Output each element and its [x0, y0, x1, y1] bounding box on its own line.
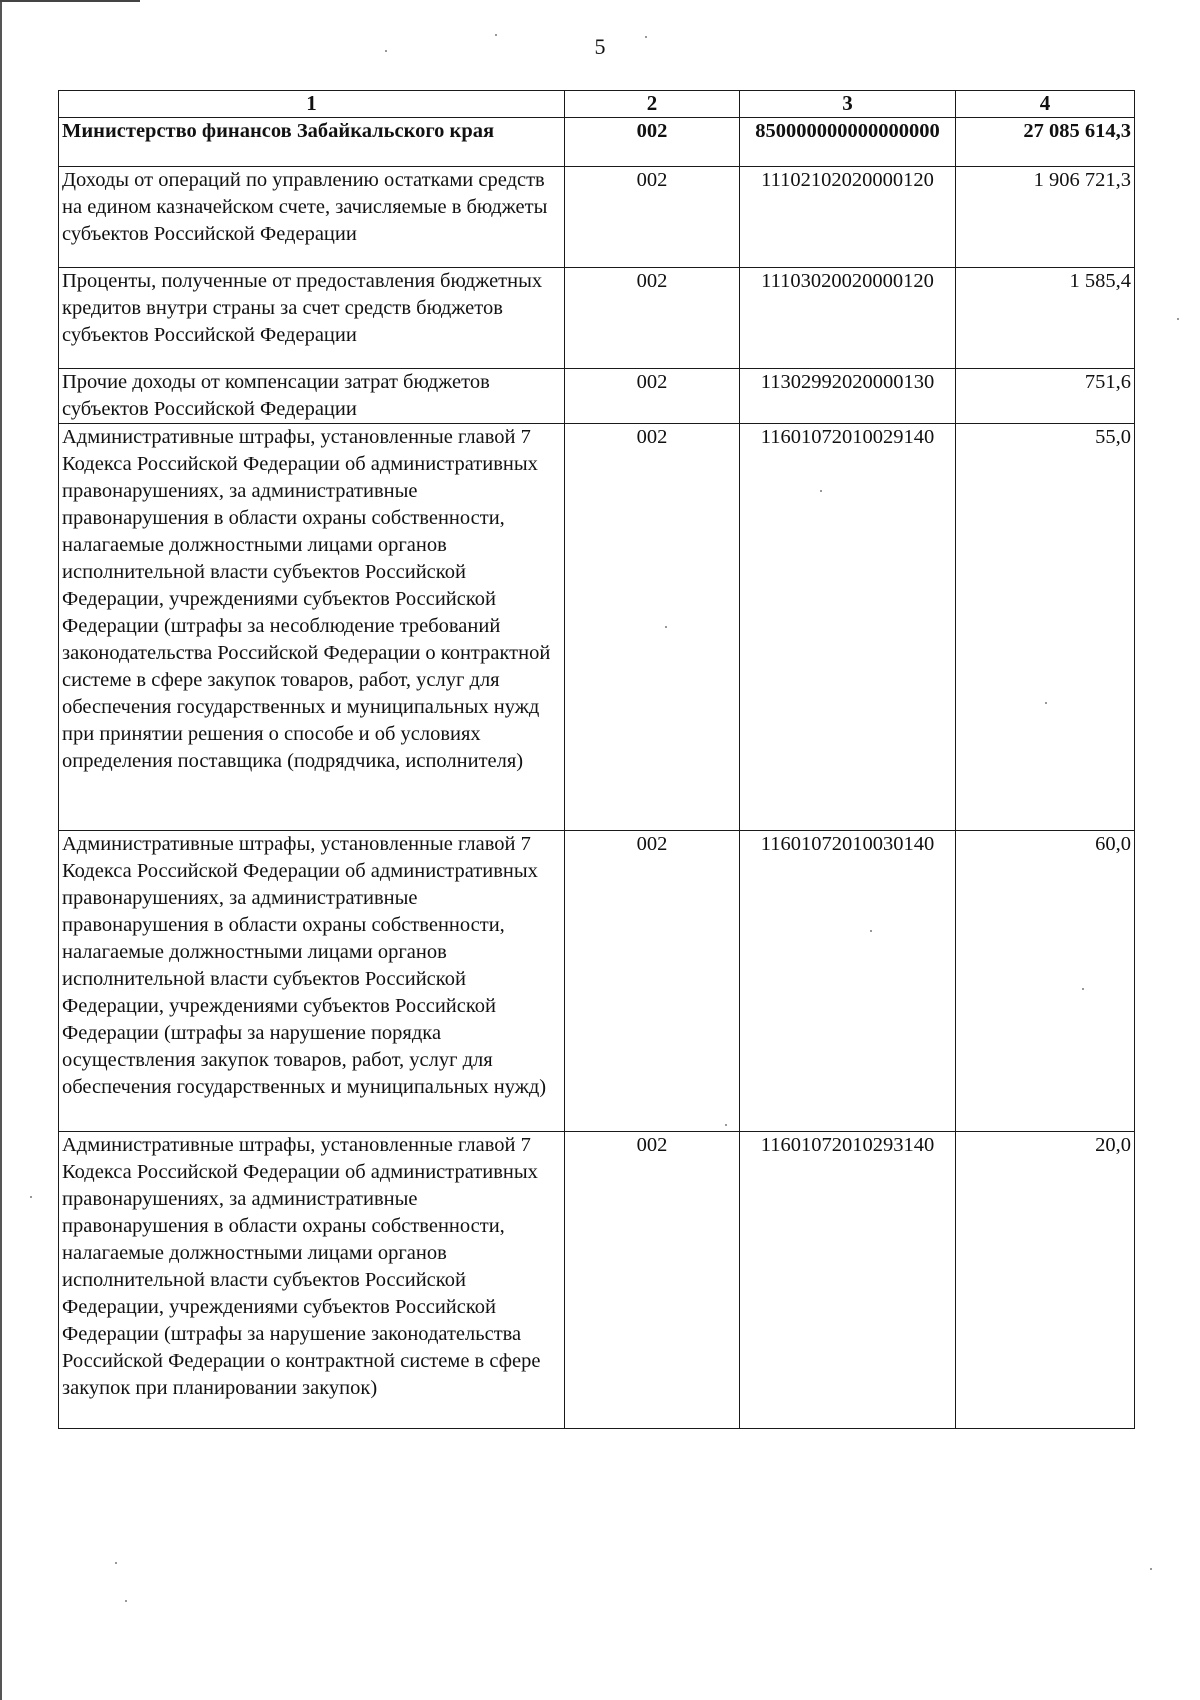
scan-speck — [1150, 1568, 1152, 1570]
table-row — [59, 369, 1135, 424]
scan-speck — [870, 930, 872, 932]
table-header-row — [59, 91, 1135, 118]
row-name: Проценты, полученные от предоставления бюджетных кредитов внутри страны за счет средств бюджетов субъектов Российской Федерации — [59, 268, 565, 369]
scan-speck — [495, 34, 497, 36]
scan-speck — [1045, 702, 1047, 704]
row-amount: 20,0 — [956, 1132, 1135, 1429]
scan-speck — [725, 1124, 727, 1126]
row-amount: 1 585,4 — [956, 268, 1135, 369]
scan-speck — [820, 490, 822, 492]
scan-speck — [665, 626, 667, 628]
row-budget-code: 11103020020000120 — [740, 268, 956, 369]
row-name: Административные штрафы, установленные главой 7 Кодекса Российской Федерации об административных правонарушениях, за административные правонарушения в области охраны собственности, налагаемые должностными лицами органов исполнительной власти субъектов Российской Федерации, учреждениями субъектов Российской Федерации (штрафы за нарушение законодательства Российской Федерации о контрактной системе в сфере закупок при планировании закупок) — [59, 1132, 565, 1429]
scan-speck — [385, 50, 387, 52]
table-row — [59, 167, 1135, 268]
scan-speck — [30, 1196, 32, 1198]
row-name: Прочие доходы от компенсации затрат бюджетов субъектов Российской Федерации — [59, 369, 565, 424]
row-amount: 1 906 721,3 — [956, 167, 1135, 268]
scan-speck — [1082, 988, 1084, 990]
row-admin-code: 002 — [565, 268, 740, 369]
scan-speck — [115, 1562, 117, 1564]
revenue-table — [58, 90, 1135, 1429]
table-row — [59, 424, 1135, 831]
scan-speck — [645, 36, 647, 38]
column-number-4: 4 — [956, 91, 1135, 118]
row-name: Административные штрафы, установленные главой 7 Кодекса Российской Федерации об административных правонарушениях, за административные правонарушения в области охраны собственности, налагаемые должностными лицами органов исполнительной власти субъектов Российской Федерации, учреждениями субъектов Российской Федерации (штрафы за нарушение порядка осуществления закупок товаров, работ, услуг для обеспечения государственных и муниципальных нужд) — [59, 831, 565, 1132]
row-admin-code: 002 — [565, 369, 740, 424]
row-admin-code: 002 — [565, 167, 740, 268]
row-budget-code: 850000000000000000 — [740, 118, 956, 167]
row-admin-code: 002 — [565, 831, 740, 1132]
row-budget-code: 11601072010293140 — [740, 1132, 956, 1429]
table-row-ministry — [59, 118, 1135, 167]
row-amount: 55,0 — [956, 424, 1135, 831]
scan-speck — [125, 1600, 127, 1602]
table-row — [59, 831, 1135, 1132]
row-budget-code: 11102102020000120 — [740, 167, 956, 268]
row-admin-code: 002 — [565, 1132, 740, 1429]
row-name: Административные штрафы, установленные главой 7 Кодекса Российской Федерации об административных правонарушениях, за административные правонарушения в области охраны собственности, налагаемые должностными лицами органов исполнительной власти субъектов Российской Федерации, учреждениями субъектов Российской Федерации (штрафы за несоблюдение требований законодательства Российской Федерации о контрактной системе в сфере закупок товаров, работ, услуг для обеспечения государственных и муниципальных нужд при принятии решения о способе и об условиях определения поставщика (подрядчика, исполнителя) — [59, 424, 565, 831]
row-name: Министерство финансов Забайкальского края — [59, 118, 565, 167]
scan-speck — [1177, 318, 1179, 320]
row-budget-code: 11302992020000130 — [740, 369, 956, 424]
scan-edge-left — [0, 0, 2, 1700]
row-budget-code: 11601072010030140 — [740, 831, 956, 1132]
row-amount: 27 085 614,3 — [956, 118, 1135, 167]
table-row — [59, 1132, 1135, 1429]
page-number: 5 — [594, 34, 606, 59]
column-number-1: 1 — [59, 91, 565, 118]
row-amount: 60,0 — [956, 831, 1135, 1132]
row-name: Доходы от операций по управлению остатками средств на едином казначейском счете, зачисляемые в бюджеты субъектов Российской Федерации — [59, 167, 565, 268]
row-budget-code: 11601072010029140 — [740, 424, 956, 831]
table-row — [59, 268, 1135, 369]
row-admin-code: 002 — [565, 118, 740, 167]
row-amount: 751,6 — [956, 369, 1135, 424]
row-admin-code: 002 — [565, 424, 740, 831]
scan-edge-top — [0, 0, 140, 2]
column-number-3: 3 — [740, 91, 956, 118]
column-number-2: 2 — [565, 91, 740, 118]
